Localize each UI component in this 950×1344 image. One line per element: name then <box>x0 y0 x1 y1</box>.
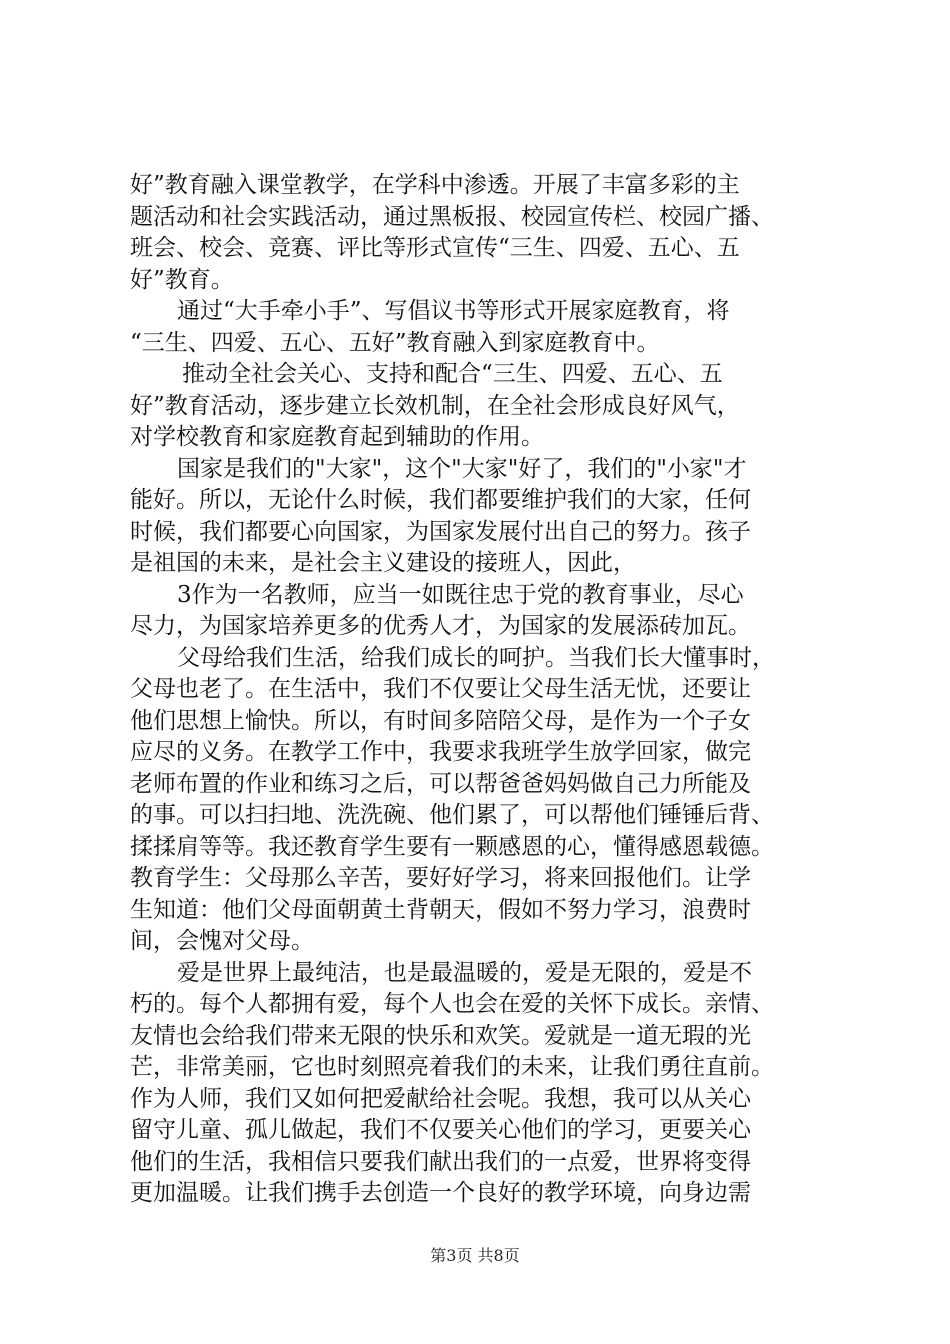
text-line: 作为人师，我们又如何把爱献给社会呢。我想，我可以从关心 <box>130 1085 751 1112</box>
text-line: 他们思想上愉快。所以，有时间多陪陪父母，是作为一个子女 <box>130 707 751 734</box>
text-line: 朽的。每个人都拥有爱，每个人也会在爱的关怀下成长。亲情、 <box>130 991 774 1017</box>
text-line: 的事。可以扫扫地、洗洗碗、他们累了，可以帮他们锤锤后背、 <box>130 802 774 828</box>
text-line: 尽力，为国家培养更多的优秀人才，为国家的发展添砖加瓦。 <box>130 613 751 639</box>
text-line: 老师布置的作业和练习之后，可以帮爸爸妈妈做自己力所能及 <box>130 770 751 797</box>
text-line: 揉揉肩等等。我还教育学生要有一颗感恩的心，懂得感恩载德。 <box>130 833 774 860</box>
text-line: 教育学生：父母那么辛苦，要好好学习，将来回报他们。让学 <box>130 865 751 891</box>
text-line: 父母给我们生活，给我们成长的呵护。当我们长大懂事时， <box>177 644 775 671</box>
text-line: 他们的生活，我相信只要我们献出我们的一点爱，世界将变得 <box>130 1148 751 1175</box>
text-line: 对学校教育和家庭教育起到辅助的作用。 <box>130 424 544 450</box>
text-line: 爱是世界上最纯洁，也是最温暖的，爱是无限的，爱是不 <box>177 959 752 986</box>
text-line: 是祖国的未来，是社会主义建设的接班人，因此， <box>130 550 636 576</box>
text-line: 友情也会给我们带来无限的快乐和欢笑。爱就是一道无瑕的光 <box>130 1022 751 1049</box>
text-line: 好”教育活动，逐步建立长效机制，在全社会形成良好风气， <box>130 392 740 419</box>
text-line: 好”教育。 <box>130 266 234 293</box>
text-line: 班会、校会、竞赛、评比等形式宣传“三生、四爱、五心、五 <box>130 235 740 261</box>
text-line: 3作为一名教师，应当一如既往忠于党的教育事业，尽心 <box>177 581 744 608</box>
text-line: 好”教育融入课堂教学，在学科中渗透。开展了丰富多彩的主 <box>130 172 740 198</box>
text-line: 能好。所以，无论什么时候，我们都要维护我们的大家，任何 <box>130 487 751 513</box>
page-footer: 第3页 共8页 <box>430 1246 520 1265</box>
text-line: 应尽的义务。在教学工作中，我要求我班学生放学回家，做完 <box>130 739 751 765</box>
text-line: 通过“大手牵小手”、写倡议书等形式开展家庭教育，将 <box>177 298 730 324</box>
text-line: 生知道：他们父母面朝黄土背朝天，假如不努力学习，浪费时 <box>130 896 751 923</box>
text-line: 芒，非常美丽，它也时刻照亮着我们的未来，让我们勇往直前。 <box>130 1054 774 1080</box>
text-line: “三生、四爱、五心、五好”教育融入到家庭教育中。 <box>130 329 660 356</box>
text-line: 题活动和社会实践活动，通过黑板报、校园宣传栏、校园广播、 <box>130 203 774 230</box>
text-line: 更加温暖。让我们携手去创造一个良好的教学环境，向身边需 <box>130 1180 751 1206</box>
text-line: 时候，我们都要心向国家，为国家发展付出自己的努力。孩子 <box>130 518 751 545</box>
document-body <box>130 170 830 1210</box>
text-line: 留守儿童、孤儿做起，我们不仅要关心他们的学习，更要关心 <box>130 1117 751 1143</box>
text-line: 国家是我们的"大家"，这个"大家"好了，我们的"小家"才 <box>177 455 747 482</box>
text-line: 推动全社会关心、支持和配合“三生、四爱、五心、五 <box>182 361 723 387</box>
text-line: 父母也老了。在生活中，我们不仅要让父母生活无忧，还要让 <box>130 676 751 702</box>
text-line: 间，会愧对父母。 <box>130 928 314 954</box>
